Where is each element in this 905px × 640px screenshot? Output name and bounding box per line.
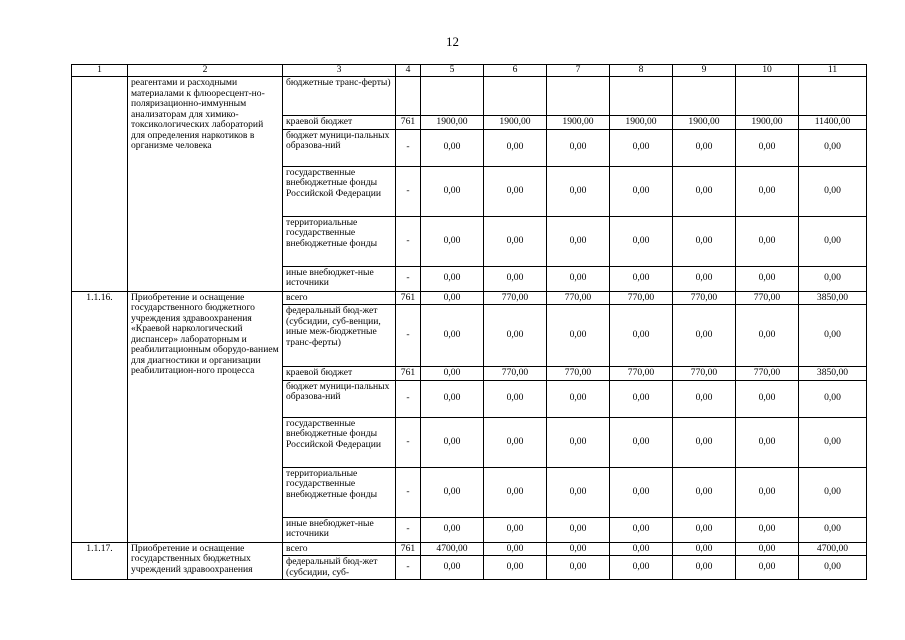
value-cell: 4700,00 [421,542,484,556]
value-cell: 0,00 [799,556,867,580]
value-cell: 0,00 [610,517,673,542]
value-cell: 770,00 [610,291,673,305]
value-cell: 0,00 [610,129,673,166]
value-cell: - [396,380,421,417]
value-cell: 0,00 [736,467,799,517]
value-cell: 770,00 [673,291,736,305]
funding-source: федеральный бюд-жет (субсидии, суб- [283,556,396,580]
value-cell: 770,00 [610,367,673,381]
column-header: 6 [484,65,547,77]
value-cell: 0,00 [799,517,867,542]
funding-source: всего [283,291,396,305]
value-cell: 770,00 [484,367,547,381]
value-cell [610,77,673,116]
value-cell: 0,00 [421,467,484,517]
value-cell: 0,00 [799,216,867,266]
value-cell: 770,00 [484,291,547,305]
value-cell: 0,00 [610,166,673,216]
column-header: 4 [396,65,421,77]
value-cell: 0,00 [610,542,673,556]
column-header: 10 [736,65,799,77]
value-cell: 0,00 [673,467,736,517]
value-cell: 0,00 [484,417,547,467]
value-cell: - [396,129,421,166]
value-cell: 0,00 [799,129,867,166]
column-number-row [72,65,867,77]
value-cell: 0,00 [610,216,673,266]
value-cell: 0,00 [799,166,867,216]
value-cell: 1900,00 [610,116,673,130]
value-cell: 0,00 [484,266,547,291]
value-cell: 0,00 [736,380,799,417]
column-header: 8 [610,65,673,77]
funding-source: бюджет муници-пальных образова-ний [283,129,396,166]
funding-source: бюджет муници-пальных образова-ний [283,380,396,417]
funding-source: территориальные государственные внебюджетные фонды [283,216,396,266]
value-cell: 1900,00 [673,116,736,130]
value-cell: 0,00 [547,417,610,467]
item-name: реагентами и расходными материалами к флюоресцент-но-поляризационно-иммунным анализаторам для химико-токсикологических лабораторий для определения наркотиков в организме человека [128,77,283,292]
value-cell: 761 [396,542,421,556]
value-cell: 0,00 [421,129,484,166]
value-cell: 0,00 [547,129,610,166]
value-cell: 0,00 [484,542,547,556]
value-cell: 0,00 [736,517,799,542]
column-header: 9 [673,65,736,77]
value-cell: 0,00 [547,380,610,417]
item-name: Приобретение и оснащение государственного бюджетного учреждения здравоохранения «Краевой наркологический диспансер» лабораторным и реабилитационным оборудо-ванием для диагностики и организации реабилитацион-ного процесса [128,291,283,542]
value-cell: 0,00 [610,380,673,417]
value-cell: 3850,00 [799,291,867,305]
value-cell [484,77,547,116]
value-cell: 0,00 [736,129,799,166]
table-row [72,77,867,116]
column-header: 1 [72,65,128,77]
value-cell: 761 [396,367,421,381]
value-cell: 0,00 [547,467,610,517]
value-cell: 0,00 [484,467,547,517]
value-cell: - [396,216,421,266]
value-cell: 0,00 [547,556,610,580]
value-cell: 0,00 [673,556,736,580]
value-cell: 0,00 [736,216,799,266]
value-cell: - [396,417,421,467]
table-row [72,291,867,305]
value-cell: 0,00 [484,556,547,580]
value-cell: 0,00 [421,305,484,367]
value-cell: 0,00 [673,517,736,542]
value-cell: 0,00 [673,266,736,291]
value-cell: 1900,00 [736,116,799,130]
column-header: 11 [799,65,867,77]
value-cell: 0,00 [799,380,867,417]
value-cell: 0,00 [799,467,867,517]
value-cell: 0,00 [736,166,799,216]
column-header: 5 [421,65,484,77]
value-cell: 0,00 [799,305,867,367]
value-cell: 1900,00 [547,116,610,130]
value-cell: 761 [396,116,421,130]
value-cell: 0,00 [736,305,799,367]
funding-source: федеральный бюд-жет (субсидии, суб-венции, иные меж-бюджетные транс-ферты) [283,305,396,367]
value-cell: 0,00 [547,517,610,542]
value-cell: 0,00 [421,556,484,580]
funding-source: краевой бюджет [283,367,396,381]
value-cell [547,77,610,116]
value-cell: - [396,517,421,542]
value-cell: 0,00 [610,467,673,517]
value-cell: 0,00 [610,305,673,367]
item-code: 1.1.16. [72,291,128,542]
column-header: 3 [283,65,396,77]
table-row [72,542,867,556]
value-cell [421,77,484,116]
value-cell [799,77,867,116]
value-cell: 0,00 [421,216,484,266]
value-cell: 0,00 [421,291,484,305]
value-cell: 0,00 [736,266,799,291]
value-cell: 0,00 [421,166,484,216]
value-cell: 0,00 [547,266,610,291]
funding-source: иные внебюджет-ные источники [283,266,396,291]
value-cell: 0,00 [736,556,799,580]
item-code: 1.1.17. [72,542,128,580]
value-cell: 0,00 [547,216,610,266]
value-cell: 0,00 [673,417,736,467]
funding-source: территориальные государственные внебюджетные фонды [283,467,396,517]
funding-source: государственные внебюджетные фонды Российской Федерации [283,417,396,467]
value-cell: 0,00 [673,166,736,216]
value-cell: 0,00 [610,556,673,580]
funding-source: бюджетные транс-ферты) [283,77,396,116]
value-cell [396,77,421,116]
value-cell: 0,00 [673,305,736,367]
value-cell: 0,00 [610,417,673,467]
value-cell: - [396,166,421,216]
value-cell [736,77,799,116]
value-cell: 0,00 [484,305,547,367]
value-cell: - [396,305,421,367]
value-cell: 0,00 [484,216,547,266]
value-cell: 0,00 [799,417,867,467]
value-cell: 1900,00 [484,116,547,130]
funding-source: иные внебюджет-ные источники [283,517,396,542]
value-cell: 770,00 [736,367,799,381]
value-cell: 0,00 [610,266,673,291]
column-header: 7 [547,65,610,77]
value-cell: 1900,00 [421,116,484,130]
value-cell: 770,00 [736,291,799,305]
value-cell: - [396,266,421,291]
page-number: 12 [446,34,459,49]
value-cell: 0,00 [547,542,610,556]
value-cell: 3850,00 [799,367,867,381]
value-cell: 11400,00 [799,116,867,130]
value-cell: - [396,556,421,580]
value-cell [673,77,736,116]
value-cell: 770,00 [547,367,610,381]
value-cell: 0,00 [421,517,484,542]
value-cell: 0,00 [484,517,547,542]
value-cell: 0,00 [547,166,610,216]
funding-source: всего [283,542,396,556]
funding-source: государственные внебюджетные фонды Российской Федерации [283,166,396,216]
value-cell: 0,00 [673,542,736,556]
budget-table [71,64,867,580]
value-cell: 0,00 [736,417,799,467]
value-cell: 0,00 [673,380,736,417]
value-cell: 0,00 [673,129,736,166]
value-cell: 0,00 [421,266,484,291]
item-code [72,77,128,292]
value-cell: 4700,00 [799,542,867,556]
value-cell: 0,00 [421,367,484,381]
item-name: Приобретение и оснащение государственных бюджетных учреждений здравоохранения [128,542,283,580]
value-cell: 0,00 [736,542,799,556]
value-cell: 0,00 [484,129,547,166]
value-cell: 0,00 [484,166,547,216]
value-cell: 0,00 [547,305,610,367]
funding-source: краевой бюджет [283,116,396,130]
value-cell: 0,00 [799,266,867,291]
value-cell: 770,00 [673,367,736,381]
value-cell: 0,00 [484,380,547,417]
value-cell: - [396,467,421,517]
column-header: 2 [128,65,283,77]
value-cell: 0,00 [673,216,736,266]
value-cell: 0,00 [421,417,484,467]
value-cell: 770,00 [547,291,610,305]
value-cell: 761 [396,291,421,305]
value-cell: 0,00 [421,380,484,417]
